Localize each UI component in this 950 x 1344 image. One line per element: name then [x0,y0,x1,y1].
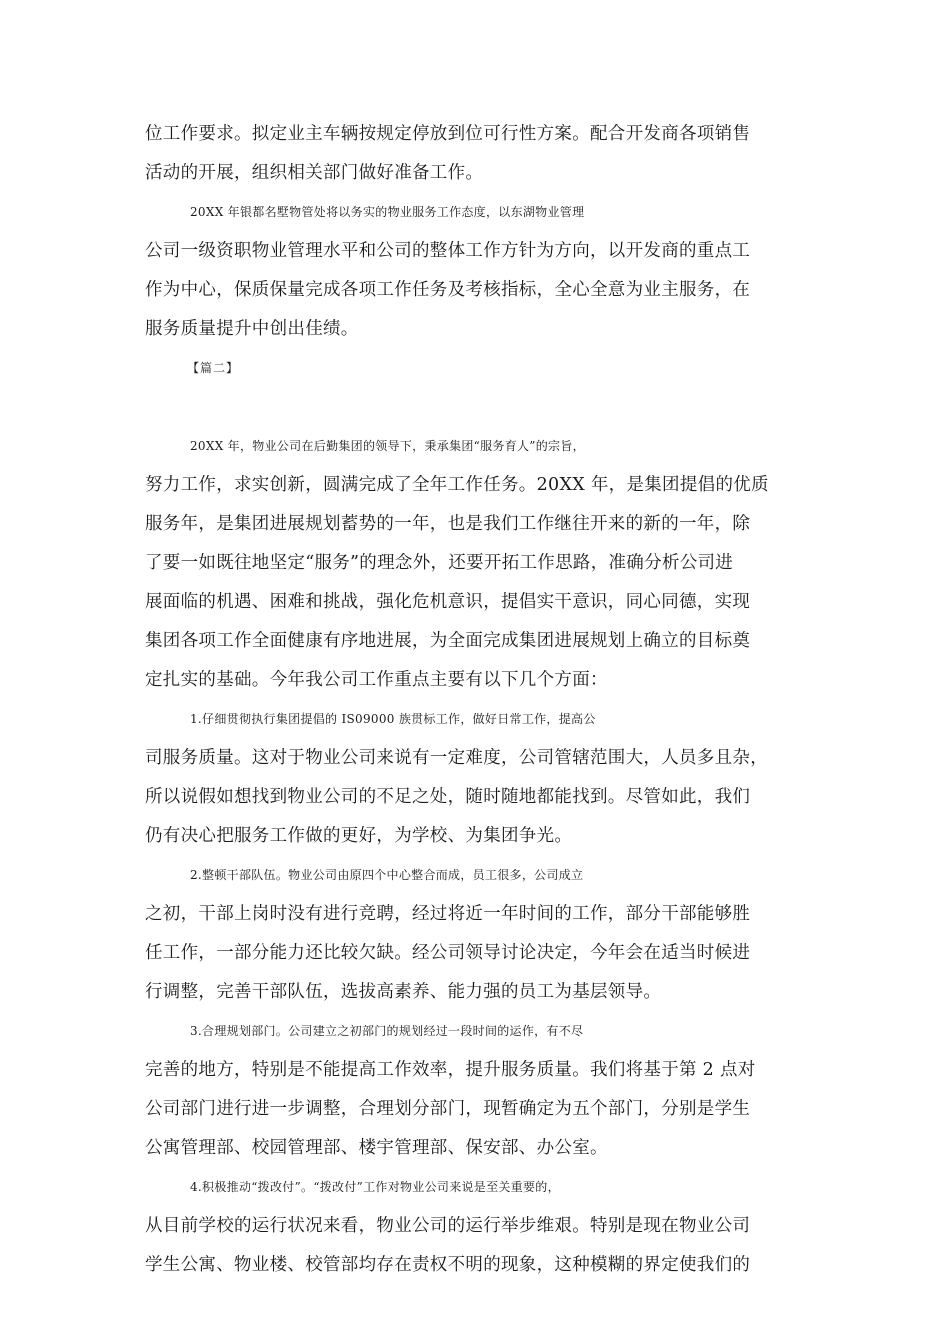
text-line: 从目前学校的运行状况来看，物业公司的运行举步维艰。特别是现在物业公司 [145,1216,751,1236]
text-line: 服务年，是集团进展规划蓄势的一年，也是我们工作继往开来的新的一年，除 [145,514,751,534]
paragraph-first-line: 3.合理规划部门。公司建立之初部门的规划经过一段时间的运作，有不尽 [190,1024,584,1038]
text-line: 之初，干部上岗时没有进行竞聘，经过将近一年时间的工作，部分干部能够胜 [145,904,751,924]
text-line: 学生公寓、物业楼、校管部均存在责权不明的现象，这种模糊的界定使我们的 [145,1255,751,1275]
text-line: 展面临的机遇、困难和挑战，强化危机意识，提倡实干意识，同心同德，实现 [145,592,751,612]
text-line: 作为中心，保质保量完成各项工作任务及考核指标，全心全意为业主服务，在 [145,280,751,300]
paragraph-first-line: 2.整顿干部队伍。物业公司由原四个中心整合而成，员工很多，公司成立 [190,868,584,882]
text-line: 完善的地方，特别是不能提高工作效率，提升服务质量。我们将基于第 2 点对 [145,1060,756,1080]
text-line: 活动的开展，组织相关部门做好准备工作。 [145,163,484,183]
text-line: 位工作要求。拟定业主车辆按规定停放到位可行性方案。配合开发商各项销售 [145,124,751,144]
text-line: 行调整，完善干部队伍，选拔高素养、能力强的员工为基层领导。 [145,982,662,1002]
text-line: 集团各项工作全面健康有序地进展，为全面完成集团进展规划上确立的目标奠 [145,631,751,651]
section-heading: 【篇二】 [187,361,240,375]
text-line: 公司部门进行进一步调整，合理划分部门，现暂确定为五个部门，分别是学生 [145,1099,751,1119]
paragraph-first-line: 20XX 年，物业公司在后勤集团的领导下，秉承集团“服务育人”的宗旨， [190,439,585,453]
text-line: 任工作，一部分能力还比较欠缺。经公司领导讨论决定，今年会在适当时候进 [145,943,751,963]
text-line: 定扎实的基础。今年我公司工作重点主要有以下几个方面： [145,670,608,690]
text-line: 仍有决心把服务工作做的更好，为学校、为集团争光。 [145,826,573,846]
text-line: 公司一级资职物业管理水平和公司的整体工作方针为方向，以开发商的重点工 [145,241,751,261]
text-line: 了要一如既往地坚定“服务”的理念外，还要开拓工作思路，准确分析公司进 [145,553,734,573]
text-line: 公寓管理部、校园管理部、楼宇管理部、保安部、办公室。 [145,1138,608,1158]
paragraph-first-line: 20XX 年银都名墅物管处将以务实的物业服务工作态度，以东湖物业管理 [190,205,585,219]
text-line: 司服务质量。这对于物业公司来说有一定难度，公司管辖范围大，人员多且杂， [145,748,768,768]
text-line: 所以说假如想找到物业公司的不足之处，随时随地都能找到。尽管如此，我们 [145,787,751,807]
text-line: 努力工作，求实创新，圆满完成了全年工作任务。20XX 年，是集团提倡的优质 [145,475,769,495]
paragraph-first-line: 4.积极推动“拨改付”。“拨改付”工作对物业公司来说是至关重要的， [190,1180,560,1194]
text-line: 服务质量提升中创出佳绩。 [145,319,359,339]
paragraph-first-line: 1.仔细贯彻执行集团提倡的 IS09000 族贯标工作，做好日常工作，提高公 [190,712,596,726]
